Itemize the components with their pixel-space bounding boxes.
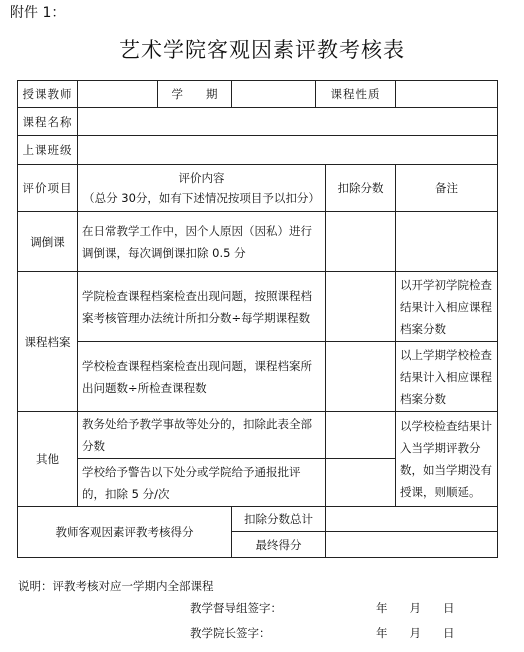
class-value-cell[interactable]: [78, 136, 498, 165]
deduct-header: 扣除分数: [326, 165, 396, 212]
other-deduct-cell-1[interactable]: [326, 412, 396, 459]
total-deduct-label: 扣除分数总计: [232, 507, 326, 532]
swap-content: 在日常教学工作中，因个人原因（因私）进行调倒课，每次调倒课扣除 0.5 分: [78, 212, 326, 272]
archive-deduct-cell-1[interactable]: [326, 272, 396, 342]
swap-remark-cell[interactable]: [396, 212, 498, 272]
teacher-label: 授课教师: [18, 81, 78, 108]
other-deduct-cell-2[interactable]: [326, 459, 396, 507]
item-header: 评价项目: [18, 165, 78, 212]
dean-sign-date: [376, 625, 477, 641]
term-value-cell[interactable]: [232, 81, 316, 108]
total-deduct-value-cell[interactable]: [326, 507, 498, 532]
class-row: [18, 136, 498, 165]
evaluation-table: [17, 80, 498, 558]
attachment-label: 附件 1：: [10, 5, 66, 21]
archive-row-2: [18, 342, 498, 412]
final-score-value-cell[interactable]: [326, 532, 498, 558]
course-name-row: [18, 108, 498, 136]
date-month: 月: [409, 626, 421, 640]
content-header: [78, 165, 326, 212]
dean-sign-label: 教学院长签字：: [190, 626, 271, 640]
total-deduct-row: [18, 507, 498, 532]
archive-deduct-cell-2[interactable]: [326, 342, 396, 412]
archive-content-1: 学院检查课程档案检查出现问题，按照课程档案考核管理办法统计所扣分数÷每学期课程数: [78, 272, 326, 342]
column-header-row: [18, 165, 498, 212]
footer-note: 说明：评教考核对应一学期内全部课程: [18, 579, 214, 593]
other-content-2: 学校给予警告以下处分或学院给予通报批评的，扣除 5 分/次: [78, 459, 326, 507]
swap-row: [18, 212, 498, 272]
archive-content-2: 学校检查课程档案检查出现问题，课程档案所出问题数÷所检查课程数: [78, 342, 326, 412]
final-score-label: 最终得分: [232, 532, 326, 558]
remark-header: 备注: [396, 165, 498, 212]
swap-item: 调倒课: [18, 212, 78, 272]
other-row-1: [18, 412, 498, 459]
term-label: 学 期: [158, 81, 232, 108]
date-year: 年: [376, 601, 388, 615]
supervisor-sign-label: 教学督导组签字：: [190, 601, 282, 615]
score-label: 教师客观因素评教考核得分: [18, 507, 232, 558]
other-item: 其他: [18, 412, 78, 507]
date-month: 月: [409, 601, 421, 615]
page-title: 艺术学院客观因素评教考核表: [119, 38, 405, 62]
content-header-title: 评价内容: [178, 171, 225, 185]
date-year: 年: [376, 626, 388, 640]
archive-remark-2: 以上学期学校检查结果计入相应课程档案分数: [396, 342, 498, 412]
course-name-value-cell[interactable]: [78, 108, 498, 136]
content-header-subtitle: （总分 30分，如有下述情况按项目予以扣分）: [83, 191, 320, 205]
other-content-1: 教务处给予教学事故等处分的，扣除此表全部分数: [78, 412, 326, 459]
supervisor-sign-date: [376, 600, 477, 616]
archive-item: 课程档案: [18, 272, 78, 412]
other-remark: 以学校检查结果计入当学期评教分数，如当学期没有授课，则顺延。: [396, 412, 498, 507]
archive-row-1: [18, 272, 498, 342]
teacher-value-cell[interactable]: [78, 81, 158, 108]
date-day: 日: [443, 626, 455, 640]
archive-remark-1: 以开学初学院检查结果计入相应课程档案分数: [396, 272, 498, 342]
swap-deduct-cell[interactable]: [326, 212, 396, 272]
teacher-row: [18, 81, 498, 108]
course-type-value-cell[interactable]: [396, 81, 498, 108]
class-label: 上课班级: [18, 136, 78, 165]
date-day: 日: [443, 601, 455, 615]
course-type-label: 课程性质: [316, 81, 396, 108]
course-name-label: 课程名称: [18, 108, 78, 136]
